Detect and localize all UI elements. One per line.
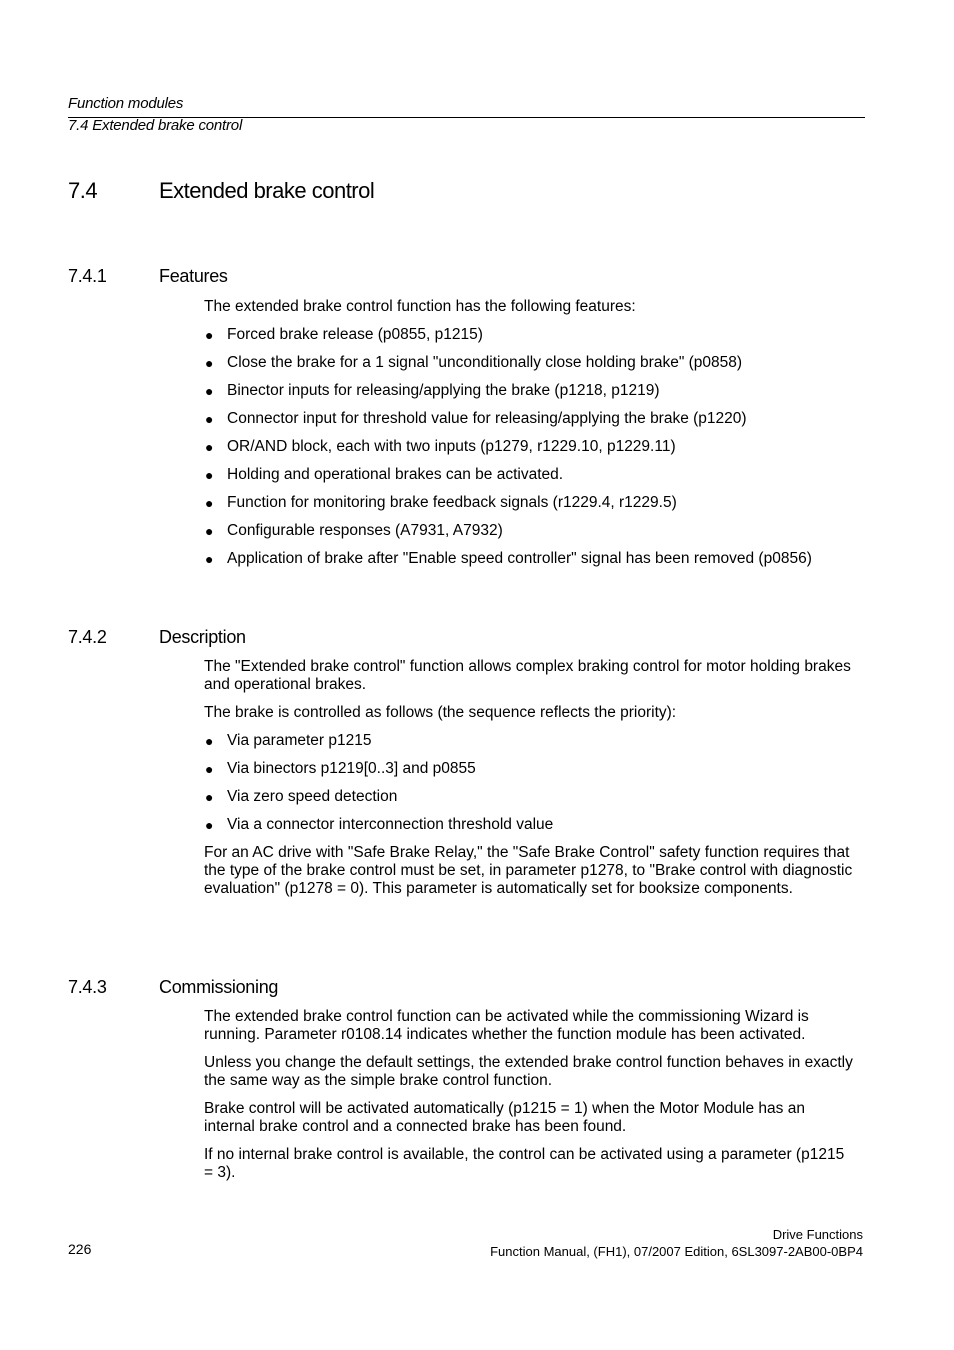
list-item: ● Binector inputs for releasing/applying the brake (p1218, p1219): [205, 382, 660, 399]
footer-book-title: Drive Functions: [772, 1227, 863, 1242]
bullet-icon: ●: [205, 789, 214, 805]
bullet-icon: ●: [205, 817, 214, 833]
subsection-number: 7.4.3: [68, 977, 107, 997]
subsection-title: Commissioning: [159, 977, 279, 997]
bullet-icon: ●: [205, 411, 214, 427]
list-item: ● Via binectors p1219[0..3] and p0855: [205, 760, 476, 777]
list-item: ● Via a connector interconnection threshold value: [205, 816, 554, 833]
page-number: 226: [68, 1241, 92, 1257]
paragraph: The brake is controlled as follows (the sequence reflects the priority):: [204, 704, 677, 721]
paragraph: The extended brake control function has the following features:: [204, 298, 636, 315]
bullet-icon: ●: [205, 327, 214, 343]
list-item: ● Function for monitoring brake feedback signals (r1229.4, r1229.5): [205, 494, 677, 511]
paragraph: The "Extended brake control" function allows complex braking control for motor holding brakes and operational brakes.: [204, 658, 851, 693]
bullet-icon: ●: [205, 467, 214, 483]
subsection-title: Features: [159, 266, 228, 286]
header-rule: [68, 117, 865, 118]
subsection-number: 7.4.1: [68, 266, 107, 286]
list-item: ● Holding and operational brakes can be activated.: [205, 466, 564, 483]
bullet-icon: ●: [205, 383, 214, 399]
paragraph: If no internal brake control is available, the control can be activated using a parameter (p1215 = 3).: [204, 1146, 845, 1181]
list-item: ● Close the brake for a 1 signal "unconditionally close holding brake" (p0858): [205, 354, 743, 371]
footer-edition: Function Manual, (FH1), 07/2007 Edition, 6SL3097-2AB00-0BP4: [490, 1244, 863, 1259]
subsection-title: Description: [159, 627, 246, 647]
list-item: ● OR/AND block, each with two inputs (p1279, r1229.10, p1229.11): [205, 438, 676, 455]
list-item: ● Via parameter p1215: [205, 732, 372, 749]
bullet-icon: ●: [205, 761, 214, 777]
list-item: ● Application of brake after "Enable speed controller" signal has been removed (p0856): [205, 550, 812, 567]
features-list: [204, 326, 854, 568]
bullet-icon: ●: [205, 733, 214, 749]
list-item: ● Connector input for threshold value for releasing/applying the brake (p1220): [205, 410, 747, 427]
control-priority-list: [204, 732, 854, 834]
bullet-icon: ●: [205, 439, 214, 455]
paragraph: The extended brake control function can be activated while the commissioning Wizard is running. Parameter r0108.14 indicates whether the function module has been activated.: [204, 1008, 809, 1043]
paragraph: Brake control will be activated automatically (p1215 = 1) when the Motor Module has an internal brake control and a connected brake has been found.: [204, 1100, 805, 1135]
bullet-icon: ●: [205, 495, 214, 511]
subsection-number: 7.4.2: [68, 627, 107, 647]
section-title: Extended brake control: [159, 178, 375, 203]
paragraph: Unless you change the default settings, the extended brake control function behaves in exactly the same way as the simple brake control function.: [204, 1054, 853, 1089]
bullet-icon: ●: [205, 551, 214, 567]
page-footer: [490, 1226, 863, 1260]
description-body: [204, 658, 854, 908]
list-item: ● Via zero speed detection: [205, 788, 398, 805]
bullet-icon: ●: [205, 355, 214, 371]
list-item: ● Forced brake release (p0855, p1215): [205, 326, 483, 343]
list-item: ● Configurable responses (A7931, A7932): [205, 522, 503, 539]
running-header-section: 7.4 Extended brake control: [68, 117, 243, 134]
commissioning-body: [204, 1008, 854, 1192]
running-header-chapter: Function modules: [68, 95, 184, 112]
features-body: [204, 298, 854, 578]
paragraph: For an AC drive with "Safe Brake Relay," the "Safe Brake Control" safety function requires that the type of the brake control must be set, in parameter p1278, to "Brake control with diagnostic evaluation" (p1278 = 0). This parameter is automatically set for booksize components.: [204, 844, 853, 897]
bullet-icon: ●: [205, 523, 214, 539]
section-number: 7.4: [68, 178, 98, 203]
running-header: [68, 95, 865, 135]
